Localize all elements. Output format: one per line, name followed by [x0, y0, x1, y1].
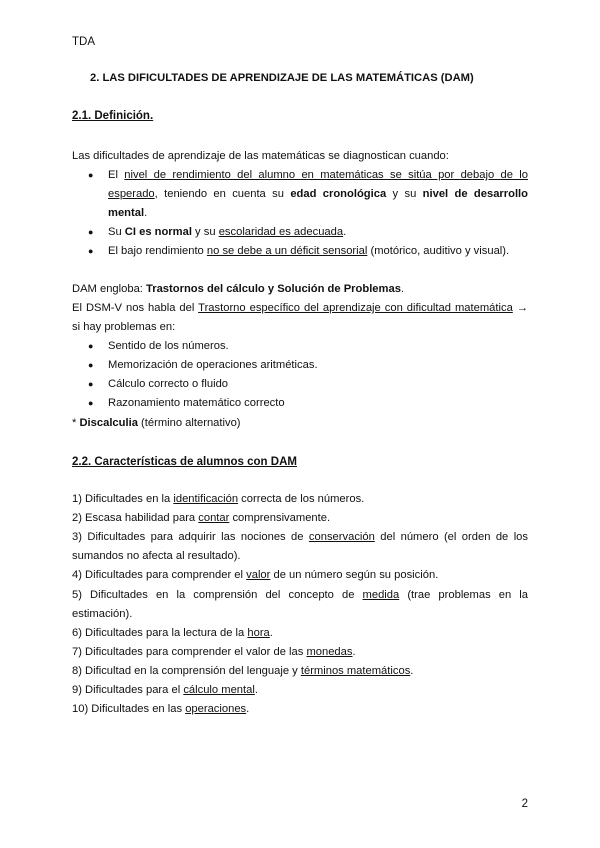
- bullet-icon: ●: [88, 379, 94, 389]
- characteristic-item: 6) Dificultades para la lectura de la hora.: [72, 627, 273, 639]
- heading-caracteristicas: 2.2. Características de alumnos con DAM: [72, 456, 297, 468]
- underlined-text: términos matemáticos: [300, 665, 411, 677]
- underlined-text: identificación: [173, 493, 239, 505]
- characteristic-item: 10) Dificultades en las operaciones.: [72, 703, 250, 715]
- dsm-list: [72, 337, 528, 413]
- underlined-text: valor: [246, 569, 271, 581]
- underlined-text: monedas: [306, 646, 353, 658]
- page-number: 2: [521, 798, 528, 810]
- bullet-icon: ●: [88, 170, 94, 180]
- underlined-text: Trastorno específico del aprendizaje con dificultad matemática: [198, 302, 513, 314]
- bullet-icon: ●: [88, 246, 94, 256]
- underlined-text: contar: [198, 512, 230, 524]
- list-item: ● Cálculo correcto o fluido: [72, 375, 528, 394]
- note-paragraph: * Discalculia (término alternativo): [72, 417, 241, 429]
- list-item: ● El nivel de rendimiento del alumno en matemáticas se sitúa por debajo de lo esperado, teniendo en cuenta su edad cronológica y su nivel de desarrollo mental.: [72, 166, 528, 223]
- bullet-icon: ●: [88, 227, 94, 237]
- dsm-paragraph: El DSM-V nos habla del Trastorno específico del aprendizaje con dificultad matemática → si hay problemas en:: [72, 302, 528, 333]
- bullet-icon: ●: [88, 398, 94, 408]
- characteristic-item: 5) Dificultades en la comprensión del concepto de medida (trae problemas en la estimación).: [72, 589, 529, 620]
- list-item: ● Su CI es normal y su escolaridad es adecuada.: [72, 223, 528, 242]
- characteristic-item: 4) Dificultades para comprender el valor de un número según su posición.: [72, 569, 439, 581]
- criteria-list: [72, 166, 528, 261]
- characteristic-item: 7) Dificultades para comprender el valor de las monedas.: [72, 646, 356, 658]
- characteristic-item: 3) Dificultades para adquirir las nociones de conservación del número (el orden de los sumandos no afecta al resultado).: [72, 531, 528, 562]
- characteristic-item: 2) Escasa habilidad para contar comprensivamente.: [72, 512, 331, 524]
- list-item: ● El bajo rendimiento no se debe a un déficit sensorial (motórico, auditivo y visual).: [72, 242, 528, 261]
- engloba-paragraph: DAM engloba: Trastornos del cálculo y Solución de Problemas.: [72, 283, 405, 295]
- list-item: ● Razonamiento matemático correcto: [72, 394, 528, 413]
- underlined-text: conservación: [308, 531, 375, 543]
- list-item: ● Memorización de operaciones aritméticas.: [72, 356, 528, 375]
- bullet-icon: ●: [88, 360, 94, 370]
- underlined-text: no se debe a un déficit sensorial: [206, 245, 368, 257]
- characteristic-item: 8) Dificultad en la comprensión del lenguaje y términos matemáticos.: [72, 665, 414, 677]
- underlined-text: medida: [362, 589, 400, 601]
- intro-paragraph: Las dificultades de aprendizaje de las matemáticas se diagnostican cuando:: [72, 150, 449, 162]
- list-item: ● Sentido de los números.: [72, 337, 528, 356]
- heading-definicion: 2.1. Definición.: [72, 110, 154, 122]
- page-header: TDA: [72, 36, 95, 48]
- section-title: 2. LAS DIFICULTADES DE APRENDIZAJE DE LAS MATEMÁTICAS (DAM): [90, 72, 474, 84]
- underlined-text: hora: [247, 627, 270, 639]
- underlined-text: nivel de rendimiento del alumno en matemáticas se sitúa por debajo de lo esperado: [108, 169, 528, 200]
- characteristic-item: 9) Dificultades para el cálculo mental.: [72, 684, 258, 696]
- underlined-text: operaciones: [185, 703, 247, 715]
- underlined-text: escolaridad es adecuada: [218, 226, 344, 238]
- bullet-icon: ●: [88, 341, 94, 351]
- underlined-text: cálculo mental: [183, 684, 255, 696]
- characteristic-item: 1) Dificultades en la identificación correcta de los números.: [72, 493, 365, 505]
